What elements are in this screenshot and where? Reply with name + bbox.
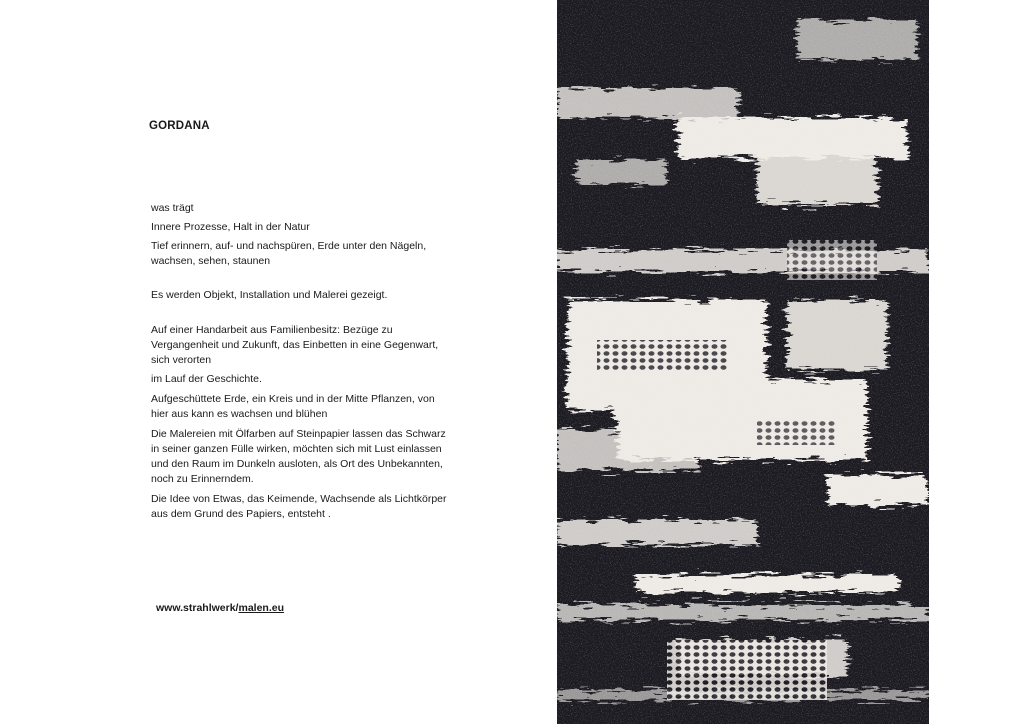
paragraph: Tief erinnern, auf- und nachspüren, Erde unter den Nägeln, wachsen, sehen, staunen [151,240,427,267]
paragraph: Innere Prozesse, Halt in der Natur [151,221,310,233]
paragraph: im Lauf der Geschichte. [151,373,262,385]
description-text [151,201,451,522]
website-domain: malen.eu [238,602,285,614]
website-link[interactable] [156,602,284,614]
website-prefix: www.strahlwerk/ [156,602,239,614]
paragraph: Aufgeschüttete Erde, ein Kreis und in der Mitte Pflanzen, von hier aus kann es wachsen und blühen [151,393,435,420]
paragraph: Auf einer Handarbeit aus Familienbesitz: Bezüge zu Vergangenheit und Zukunft, das Einbetten in eine Gegenwart, sich verorten [151,324,439,366]
artwork-image [557,0,929,724]
paragraph: was trägt [151,202,194,214]
paragraph: Die Malereien mit Ölfarben auf Steinpapier lassen das Schwarz in seiner ganzen Fülle wirken, möchten sich mit Lust einlassen und den Raum im Dunkeln ausloten, als Ort des Unbekannten, noch zu Erinnerndem. [151,428,446,485]
artist-title: GORDANA [149,120,210,132]
paragraph: Die Idee von Etwas, das Keimende, Wachsende als Lichtkörper aus dem Grund des Papiers, entsteht . [151,493,447,520]
paragraph: Es werden Objekt, Installation und Malerei gezeigt. [151,289,388,301]
